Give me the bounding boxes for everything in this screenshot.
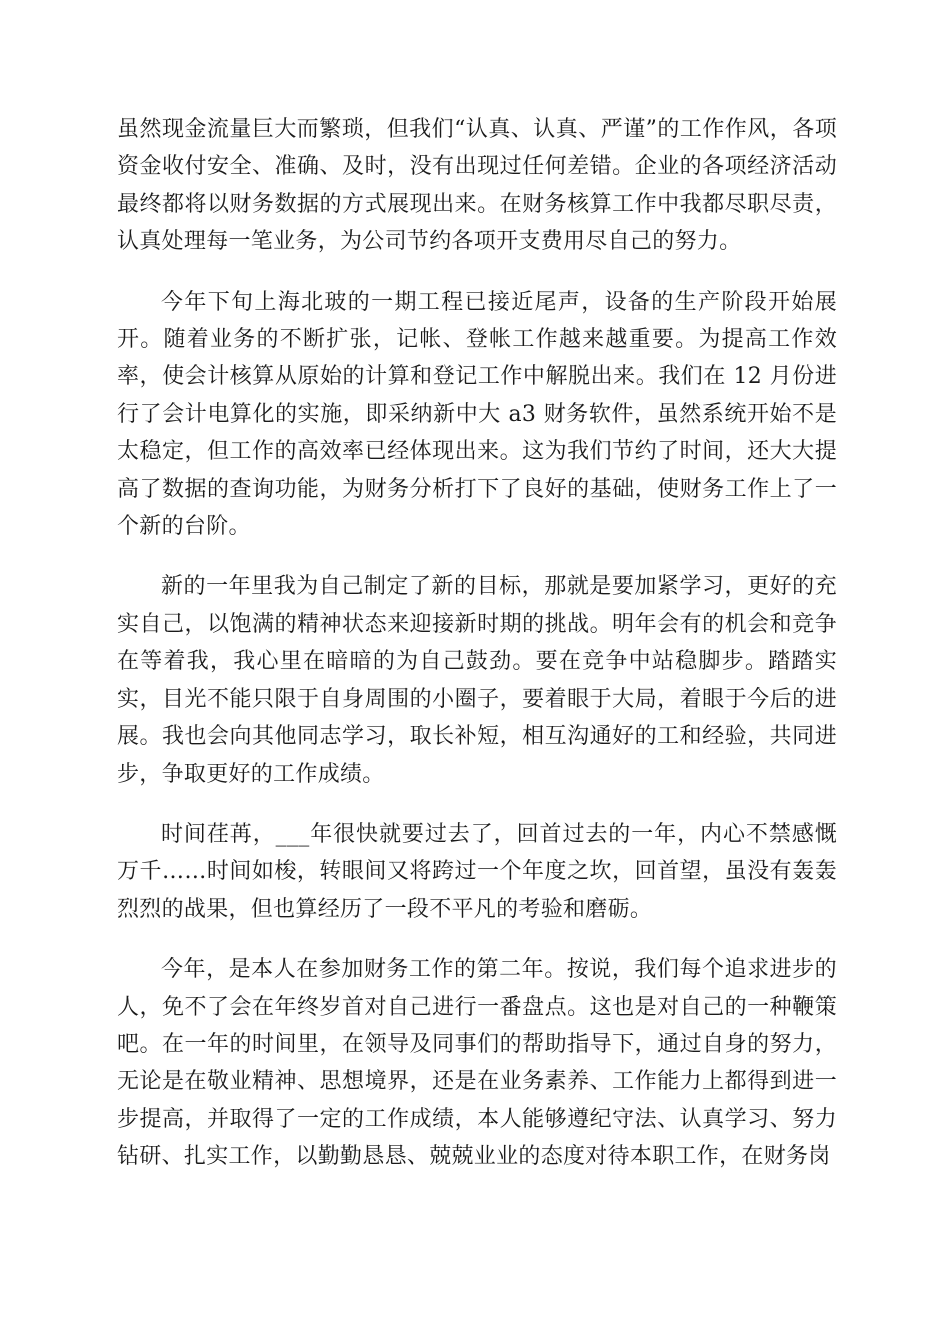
- paragraph-second-year-review: 今年，是本人在参加财务工作的第二年。按说，我们每个追求进步的人，免不了会在年终岁首对自己进行一番盘点。这也是对自己的一种鞭策吧。在一年的时间里，在领导及同事们的帮助指导下，通过自身的努力，无论是在敬业精神、思想境界，还是在业务素养、工作能力上都得到进一步提高，并取得了一定的工作成绩，本人能够遵纪守法、认真学习、努力钻研、扎实工作，以勤勤恳恳、兢兢业业的态度对待本职工作，在财务岗: [117, 957, 837, 1170]
- paragraph-new-year-goals: 新的一年里我为自己制定了新的目标，那就是要加紧学习，更好的充实自己，以饱满的精神状态来迎接新时期的挑战。明年会有的机会和竞争在等着我，我心里在暗暗的为自己鼓劲。要在竞争中站稳脚步。踏踏实实，目光不能只限于自身周围的小圈子，要着眼于大局，着眼于今后的进展。我也会向其他同志学习，取长补短，相互沟通好的工和经验，共同进步，争取更好的工作成绩。: [117, 574, 837, 787]
- paragraph-cash-flow: 虽然现金流量巨大而繁琐，但我们“认真、认真、严谨”的工作作风，各项资金收付安全、准确、及时，没有出现过任何差错。企业的各项经济活动最终都将以财务数据的方式展现出来。在财务核算工作中我都尽职尽责，认真处理每一笔业务，为公司节约各项开支费用尽自己的努力。: [117, 117, 837, 255]
- paragraph-time-reflection: 时间荏苒，___年很快就要过去了，回首过去的一年，内心不禁感慨万千……时间如梭，转眼间又将跨过一个年度之坎，回首望，虽没有轰轰烈烈的战果，但也算经历了一段不平凡的考验和磨砺。: [117, 821, 837, 922]
- document-page: [117, 111, 837, 1176]
- paragraph-accounting-software: 今年下旬上海北玻的一期工程已接近尾声，设备的生产阶段开始展开。随着业务的不断扩张，记帐、登帐工作越来越重要。为提高工作效率，使会计核算从原始的计算和登记工作中解脱出来。我们在 12 月份进行了会计电算化的实施，即采纳新中大 a3 财务软件，虽然系统开始不是太稳定，但工作的高效率已经体现出来。这为我们节约了时间，还大大提高了数据的查询功能，为财务分析打下了良好的基础，使财务工作上了一个新的台阶。: [117, 289, 837, 540]
